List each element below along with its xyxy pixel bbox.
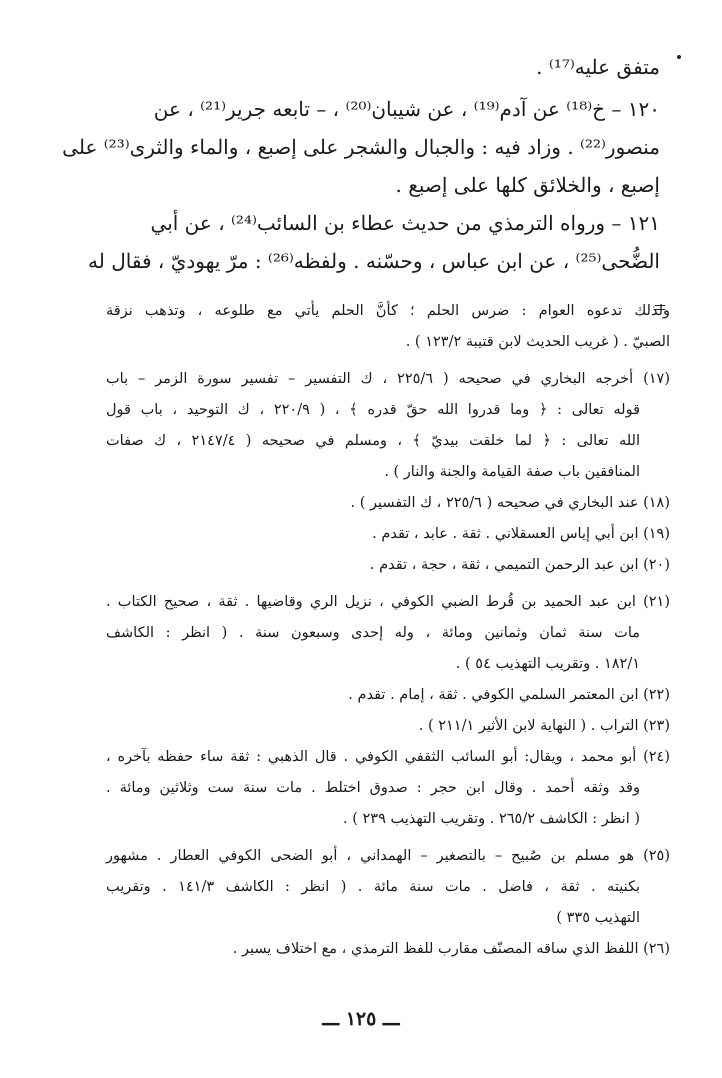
footnote-19	[106, 519, 670, 550]
page-number: ـــ ١٢٥ ـــ	[322, 1008, 400, 1030]
hadith-121-line: ١٢١ – ورواه الترمذي من حديث عطاء بن السائب⁽²⁴⁾ ، عن أبي	[150, 211, 660, 235]
main-line: إصبع ، والخلائق كلها على إصبع .	[395, 173, 660, 197]
footnote-line: (٢٤) أبو محمد ، ويقال: أبو السائب الثقفي الكوفي . قال الذهبي : ثقة ساء حفظه بآخره ،	[106, 749, 670, 765]
footnote-25	[106, 841, 670, 934]
footnote-line: الصبيّ . ( غريب الحديث لابن قتيبة ١٢٣/٢ ) .	[405, 334, 670, 350]
footnote-line: الله تعالى : ﴿ لما خلقت بيديّ ﴾ ، ومسلم في صحيحه ( ٢١٤٧/٤ ، ك صفات	[106, 433, 640, 449]
footnote-line: (٢٥) هو مسلم بن صُبيح – بالتصغير – الهمداني ، أبو الضحى الكوفي العطار . مشهور	[106, 848, 670, 864]
footnote-line: (١٨) عند البخاري في صحيحه ( ٢٢٥/٦ ، ك التفسير ) .	[350, 495, 670, 511]
footnotes	[106, 296, 670, 965]
footnote-line: (٢٢) ابن المعتمر السلمي الكوفي . ثقة ، إمام . تقدم .	[348, 687, 670, 703]
footnote-line: ١٨٢/١ . وتقريب التهذيب ٥٤ ) .	[455, 656, 640, 672]
footnote-line: مات سنة ثمان وثمانين ومائة ، وله إحدى وسبعون سنة . ( انظر : الكاشف	[106, 625, 640, 641]
footnote-line: قوله تعالى : ﴿ وما قدروا الله حقّ قدره ﴾ ، ( ٢٢٠/٩ ، ك التوحيد ، باب قول	[106, 402, 640, 418]
footnote-line: ( انظر : الكاشف ٢٦٥/٢ . وتقريب التهذيب ٢٣٩ ) .	[343, 811, 640, 827]
main-line: منصور⁽²²⁾ . وزاد فيه : والجبال والشجر على إصبع ، والماء والثرى⁽²³⁾ على	[62, 135, 660, 159]
footnote-23	[106, 711, 670, 742]
footnote-20	[106, 550, 670, 581]
footnote-line: (١٩) ابن أبي إياس العسقلاني . ثقة . عابد ، تقدم .	[372, 526, 670, 542]
hadith-120-line: ١٢٠ – خ⁽¹⁸⁾ عن آدم⁽¹⁹⁾ ، عن شيبان⁽²⁰⁾ ، – تابعه جرير⁽²¹⁾ ، عن	[153, 97, 660, 121]
footnote-line: المنافقين باب صفة القيامة والجنة والنار ) .	[384, 464, 640, 480]
footnote-22	[106, 680, 670, 711]
footnote-line: (٢٣) التراب . ( النهاية لابن الأثير ٢١١/١ ) .	[418, 718, 670, 734]
main-text	[62, 48, 660, 280]
footnote-line: (٢١) ابن عبد الحميد بن قُرط الضبي الكوفي ، نزيل الري وقاضيها . ثقة ، صحيح الكتاب .	[106, 594, 670, 610]
footnote-24	[106, 742, 670, 835]
footnote-18	[106, 488, 670, 519]
footnote-17	[106, 364, 670, 488]
main-line: متفق عليه⁽¹⁷⁾ .	[536, 55, 660, 79]
footnote-21	[106, 587, 670, 680]
footnote-line: (٢٠) ابن عبد الرحمن التميمي ، ثقة ، حجة ، تقدم .	[369, 557, 670, 573]
footnote-line: وقد وثقه أحمد . وقال ابن حجر : صدوق اختلط . مات سنة ست وثلاثين ومائة .	[106, 780, 640, 796]
footnote-line: (٢٦) اللفظ الذي ساقه المصنّف مقارب للفظ الترمذي ، مع اختلاف يسير .	[232, 941, 670, 957]
page-mark	[677, 55, 681, 59]
footnote-continuation	[106, 296, 670, 358]
footnote-26	[106, 934, 670, 965]
main-line: الضُّحى⁽²⁵⁾ ، عن ابن عباس ، وحسّنه . ولفظه⁽²⁶⁾ : مرّ يهوديّ ، فقال له	[88, 249, 660, 273]
footnote-line: التهذيب ٣٣٥ )	[556, 910, 640, 926]
footnote-line: بكنيته . ثقة ، فاضل . مات سنة مائة . ( انظر : الكاشف ١٤١/٣ . وتقريب	[106, 879, 640, 895]
footnote-line: (١٧) أخرجه البخاري في صحيحه ( ٢٢٥/٦ ، ك التفسير – تفسير سورة الزمر – باب	[106, 371, 670, 387]
footnote-line: ولذلك تدعوه العوام : ضرس الحلم ؛ كأنَّ الحلم يأتي مع طلوعه ، وتذهب نزقة	[106, 303, 670, 319]
